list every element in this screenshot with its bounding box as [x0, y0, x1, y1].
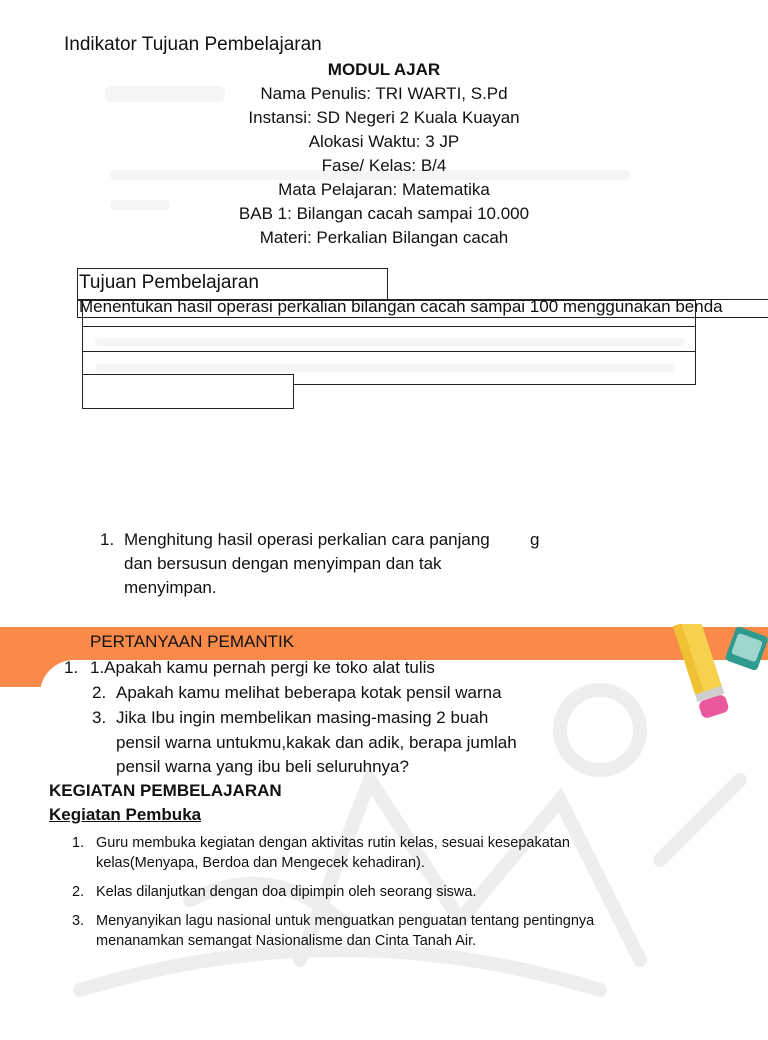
tujuan-line: Menentukan hasil operasi perkalian bilangan cacah sampai 100 menggunakan benda	[79, 297, 723, 316]
tujuan-row-box	[82, 326, 696, 352]
list-text: Guru membuka kegiatan dengan aktivitas rutin kelas, sesuai kesepakatan	[96, 835, 570, 851]
list-text: menanamkan semangat Nasionalisme dan Cinta Tanah Air.	[96, 933, 477, 949]
list-text: Menyanyikan lagu nasional untuk menguatkan penguatan tentang pentingnya	[96, 913, 595, 929]
list-number: 1.	[72, 835, 85, 851]
list-item	[72, 833, 712, 873]
list-item	[72, 882, 712, 902]
tujuan-row-box	[82, 374, 294, 409]
mapel-line: Mata Pelajaran: Matematika	[278, 180, 490, 199]
list-text: Jika Ibu ingin membelikan masing-masing 2 buah	[116, 708, 489, 727]
list-text: pensil warna yang ibu beli seluruhnya?	[116, 757, 409, 776]
pemantik-heading: PERTANYAAN PEMANTIK	[90, 632, 295, 651]
author-line: Nama Penulis: TRI WARTI, S.Pd	[260, 84, 508, 103]
list-item	[60, 706, 620, 780]
kegiatan-heading: KEGIATAN PEMBELAJARAN	[49, 781, 282, 800]
indicator-title: Indikator Tujuan Pembelajaran	[64, 34, 322, 55]
bab-line: BAB 1: Bilangan cacah sampai 10.000	[238, 204, 530, 223]
list-text: Kelas dilanjutkan dengan doa dipimpin oleh seorang siswa.	[96, 884, 477, 900]
list-text: pensil warna untukmu,kakak dan adik, berapa jumlah	[116, 732, 517, 752]
kegiatan-list	[72, 833, 712, 960]
list-number: 1.	[64, 658, 79, 677]
modul-title: MODUL AJAR	[327, 60, 441, 79]
materi-line: Materi: Perkalian Bilangan cacah	[259, 228, 509, 247]
list-text: Apakah kamu melihat beberapa kotak pensil warna	[116, 683, 502, 702]
list-number: 3.	[72, 913, 85, 929]
indikator-overlap: g	[530, 530, 540, 549]
list-item	[72, 911, 712, 951]
alokasi-line: Alokasi Waktu: 3 JP	[308, 132, 460, 151]
kegiatan-subheading: Kegiatan Pembuka	[49, 805, 202, 824]
indikator-line: dan bersusun dengan menyimpan dan tak	[124, 554, 442, 573]
list-item	[60, 681, 620, 706]
list-item	[60, 656, 620, 681]
list-number: 3.	[92, 708, 107, 727]
fase-line: Fase/ Kelas: B/4	[321, 156, 447, 175]
instansi-line: Instansi: SD Negeri 2 Kuala Kuayan	[248, 108, 520, 127]
indikator-line: Menghitung hasil operasi perkalian cara panjang	[124, 530, 490, 549]
tujuan-heading: Tujuan Pembelajaran	[79, 272, 259, 293]
list-text: 1.Apakah kamu pernah pergi ke toko alat tulis	[90, 658, 435, 677]
indikator-line: menyimpan.	[124, 578, 217, 597]
indikator-number: 1.	[100, 530, 115, 549]
list-text: kelas(Menyapa, Berdoa dan Mengecek kehadiran).	[96, 855, 425, 871]
pemantik-list	[60, 656, 620, 780]
list-number: 2.	[72, 884, 85, 900]
list-number: 2.	[92, 683, 107, 702]
